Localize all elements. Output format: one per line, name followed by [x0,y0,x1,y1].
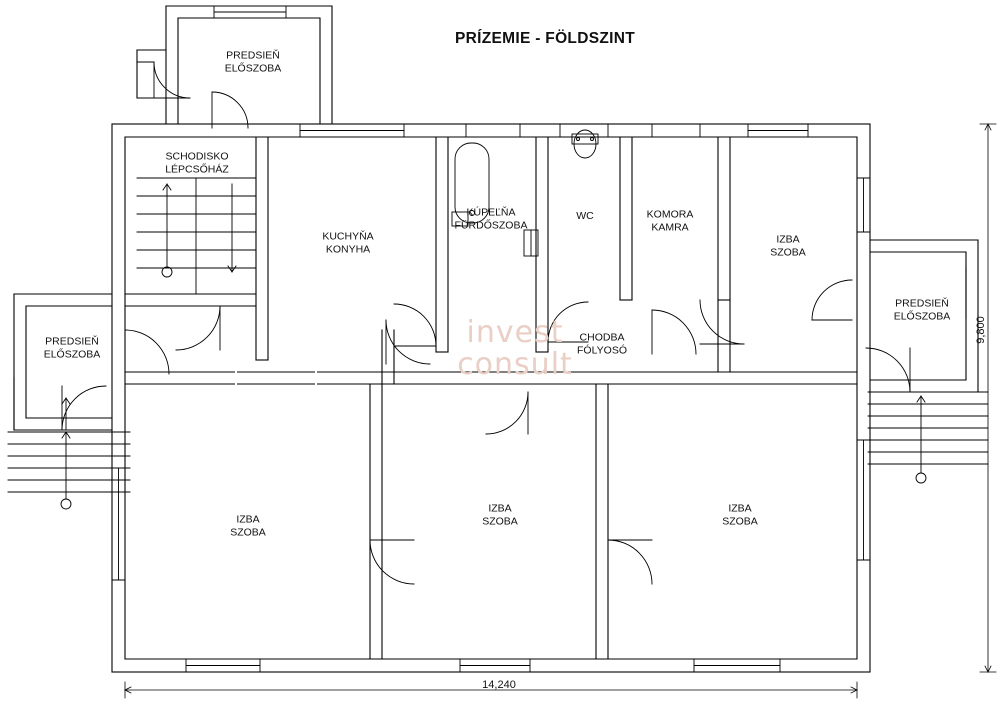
room-label-kuchyna [322,231,373,256]
room-label-izba-bottom-mid [482,503,518,528]
room-label-line-2: KAMRA [651,221,689,233]
room-label-line-2: SZOBA [770,246,806,258]
room-label-line-2: KONYHA [325,243,371,255]
room-label-line-1: IZBA [776,233,800,246]
room-label-line-2: LÉPCSŐHÁZ [165,163,229,175]
room-label-chodba [577,332,627,357]
room-label-line-2: SZOBA [722,515,758,527]
dimension-height-label: 9,800 [975,316,987,344]
room-label-izba-bottom-right [722,503,758,528]
room-label-line-2: ELŐSZOBA [43,348,101,360]
room-label-line-2: SZOBA [230,526,266,538]
room-label-line-1: PREDSIEŇ [895,297,949,310]
watermark-line-2: consult [457,347,573,382]
room-label-line-2: ELŐSZOBA [893,310,951,322]
room-label-izba-bottom-left [230,514,266,539]
room-label-schodisko [165,151,229,176]
room-label-wc [576,210,594,223]
room-label-line-1: IZBA [728,502,752,515]
room-label-line-2: FÜRDŐSZOBA [454,219,528,231]
room-label-line-1: PREDSIEŇ [45,335,99,348]
room-label-line-1: CHODBA [579,331,625,344]
room-label-line-2: FÓLYOSÓ [577,344,627,356]
room-label-izba-top-right [770,234,806,259]
room-label-line-1: KUCHYŇA [322,230,374,243]
room-label-line-1: WC [576,209,594,222]
room-label-line-1: KÚPEĽŇA [466,206,516,219]
page-title: PRÍZEMIE - FÖLDSZINT [455,30,635,47]
watermark-line-1: invest [466,315,564,350]
room-label-predsien-top [225,50,282,75]
room-label-line-2: ELŐSZOBA [224,62,282,74]
room-label-line-1: IZBA [488,502,512,515]
dimension-width-label: 14,240 [482,679,516,691]
room-label-kupelna [455,207,528,232]
room-label-predsien-left [44,336,101,361]
room-label-komora [647,209,694,234]
room-label-line-1: SCHODISKO [165,150,229,163]
room-label-line-1: IZBA [236,513,260,526]
room-label-line-1: KOMORA [646,208,694,221]
room-label-line-1: PREDSIEŇ [226,49,280,62]
room-label-predsien-right [894,298,951,323]
room-label-line-2: SZOBA [482,515,518,527]
